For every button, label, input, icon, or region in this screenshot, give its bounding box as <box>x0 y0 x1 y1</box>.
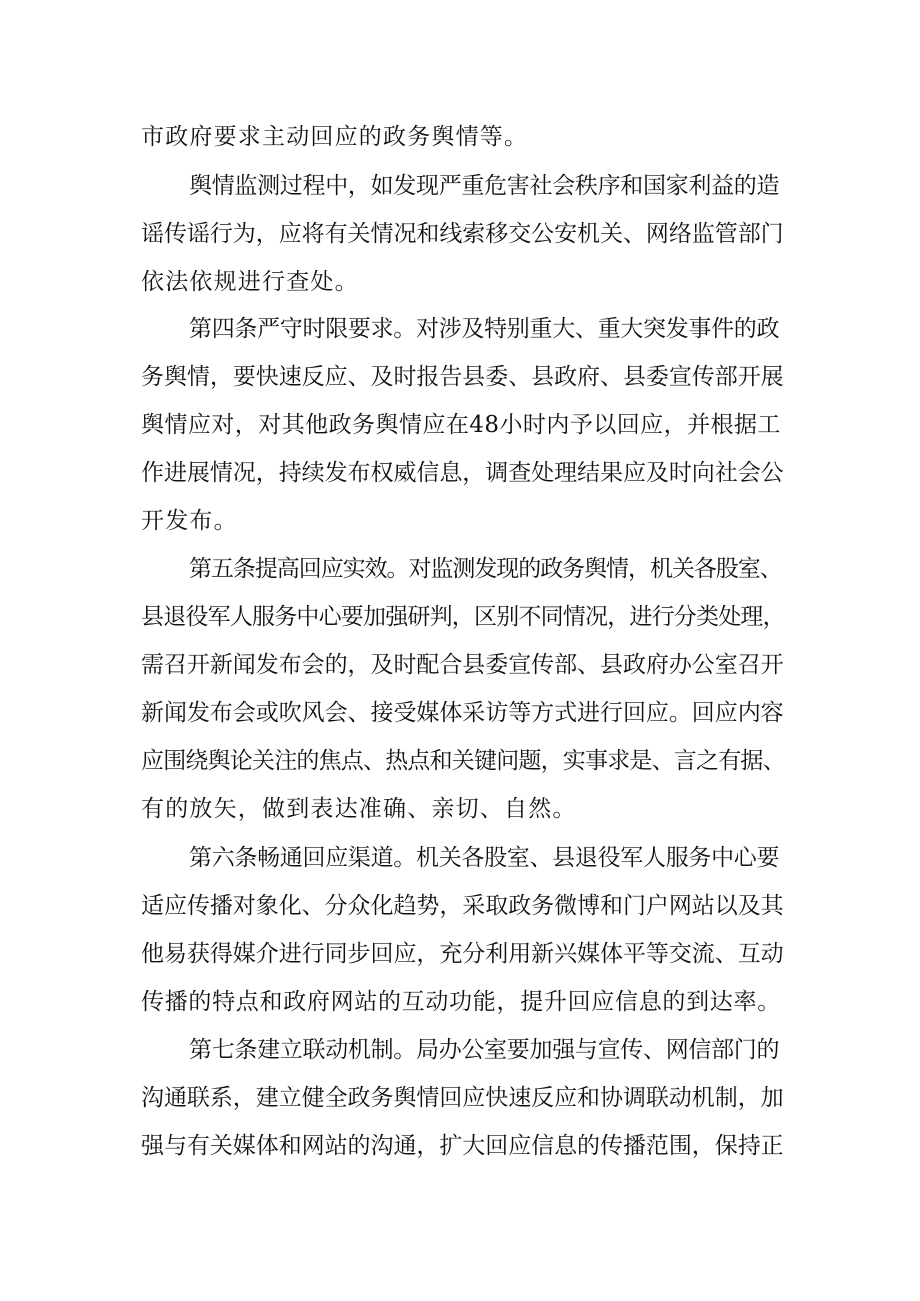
line-text: 依法依规进行查处。 <box>141 269 359 295</box>
text-line <box>0 357 920 397</box>
text-line <box>0 838 920 878</box>
line-text: 开发布。 <box>141 508 238 534</box>
text-line <box>0 645 920 685</box>
text-line <box>0 693 920 733</box>
text-line <box>0 166 920 206</box>
text-line <box>0 549 920 589</box>
text-line <box>0 789 920 829</box>
line-text: 他易获得媒介进行同步回应，充分利用新兴媒体平等交流、互动 <box>141 941 784 967</box>
text-line <box>0 1078 920 1118</box>
line-text: 舆情监测过程中，如发现严重危害社会秩序和国家利益的造 <box>189 173 780 199</box>
line-text: 县退役军人服务中心要加强研判，区别不同情况，进行分类处理， <box>141 604 785 630</box>
text-line <box>0 1030 920 1070</box>
line-text: 谣传谣行为，应将有关情况和线索移交公安机关、网络监管部门 <box>141 221 784 247</box>
line-text: 新闻发布会或吹风会、接受媒体采访等方式进行回应。回应内容 <box>141 700 784 726</box>
text-line <box>0 741 920 781</box>
text-line <box>0 117 920 157</box>
text-line <box>0 453 920 493</box>
line-text: 第七条建立联动机制。局办公室要加强与宣传、网信部门的 <box>189 1037 780 1063</box>
text-line <box>0 262 920 302</box>
line-text: 应围绕舆论关注的焦点、热点和关键问题，实事求是、言之有据、 <box>141 748 785 774</box>
line-text: 第六条畅通回应渠道。机关各股室、县退役军人服务中心要 <box>189 845 780 871</box>
text-line <box>0 214 920 254</box>
line-text: 传播的特点和政府网站的互动功能，提升回应信息的到达率。 <box>141 989 781 1015</box>
line-text: 务舆情，要快速反应、及时报告县委、县政府、县委宣传部开展 <box>141 364 784 390</box>
text-line <box>0 405 920 445</box>
text-line <box>0 886 920 926</box>
text-line <box>0 934 920 974</box>
line-text: 强与有关媒体和网站的沟通，扩大回应信息的传播范围，保持正 <box>141 1133 784 1159</box>
line-text: 有的放矢，做到表达准确、亲切、自然。 <box>141 796 577 822</box>
text-line <box>0 982 920 1022</box>
line-text: 需召开新闻发布会的，及时配合县委宣传部、县政府办公室召开 <box>141 652 784 678</box>
line-text: 作进展情况，持续发布权威信息，调查处理结果应及时向社会公 <box>141 460 784 486</box>
line-text: 第五条提高回应实效。对监测发现的政务舆情，机关各股室、 <box>189 556 782 582</box>
line-text: 沟通联系，建立健全政务舆情回应快速反应和协调联动机制，加 <box>141 1085 784 1111</box>
line-text: 第四条严守时限要求。对涉及特别重大、重大突发事件的政 <box>189 316 780 342</box>
line-text: 市政府要求主动回应的政务舆情等。 <box>141 124 529 150</box>
line-text: 舆情应对，对其他政务舆情应在48小时内予以回应，并根据工 <box>141 412 781 438</box>
line-text: 适应传播对象化、分众化趋势，采取政务微博和门户网站以及其 <box>141 893 784 919</box>
text-line <box>0 1126 920 1166</box>
text-line <box>0 597 920 637</box>
text-line <box>0 501 920 541</box>
text-line <box>0 309 920 349</box>
